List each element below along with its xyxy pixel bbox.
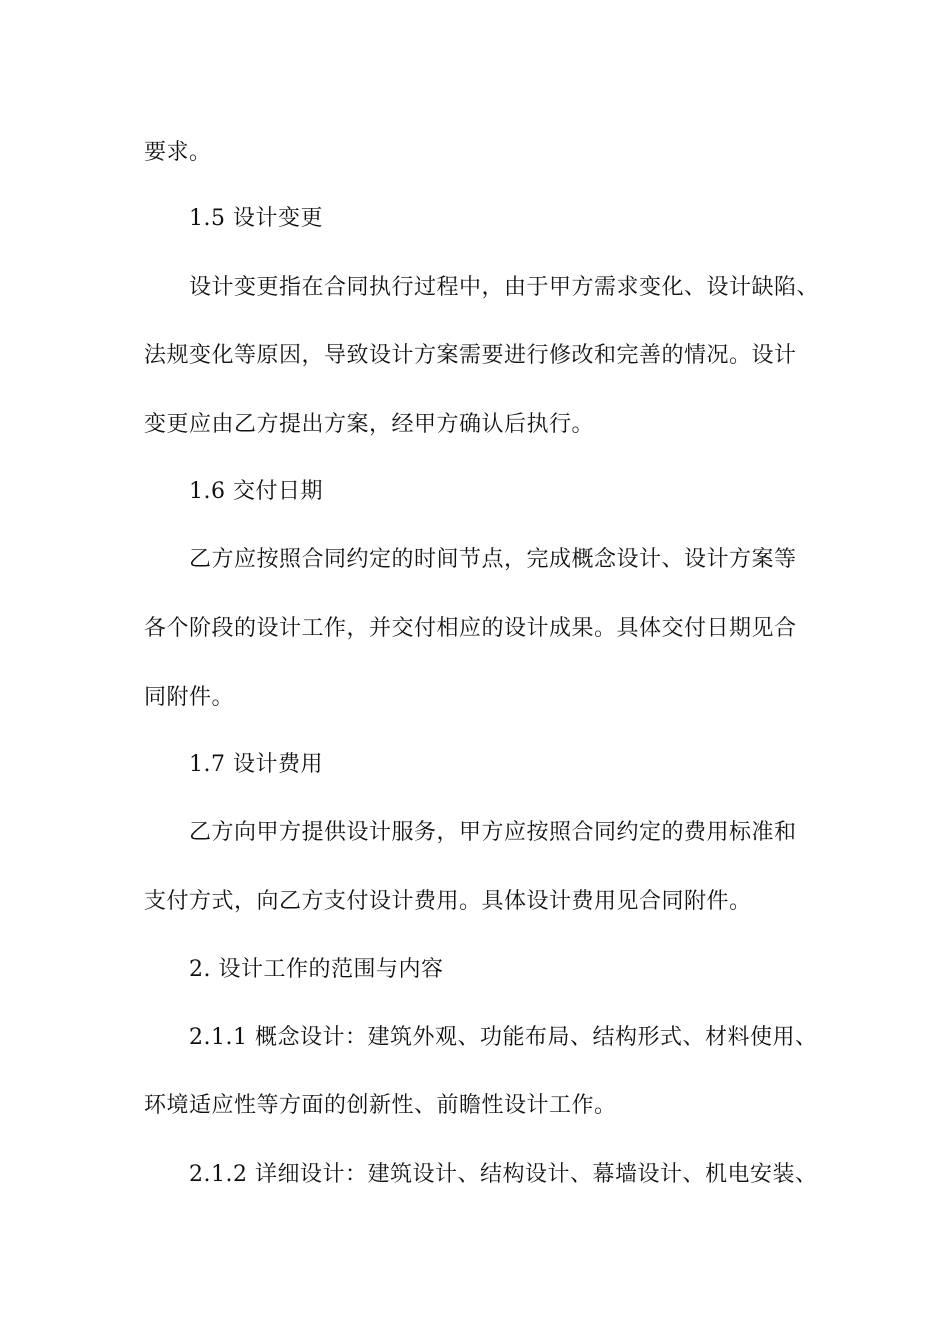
- text-line: 2.1.1 概念设计：建筑外观、功能布局、结构形式、材料使用、: [189, 1025, 818, 1050]
- text-line: 要求。: [144, 140, 212, 165]
- section-heading-1-7: 1.7 设计费用: [189, 752, 323, 777]
- text-line: 变更应由乙方提出方案，经甲方确认后执行。: [144, 412, 595, 437]
- text-line: 各个阶段的设计工作，并交付相应的设计成果。具体交付日期见合: [144, 616, 797, 641]
- text-line: 法规变化等原因，导致设计方案需要进行修改和完善的情况。设计: [144, 343, 797, 368]
- text-line: 乙方应按照合同约定的时间节点，完成概念设计、设计方案等: [189, 547, 797, 572]
- section-heading-2: 2. 设计工作的范围与内容: [189, 957, 444, 982]
- section-heading-1-6: 1.6 交付日期: [189, 479, 323, 504]
- text-line: 设计变更指在合同执行过程中，由于甲方需求变化、设计缺陷、: [189, 275, 820, 300]
- text-line: 2.1.2 详细设计：建筑设计、结构设计、幕墙设计、机电安装、: [189, 1162, 818, 1187]
- text-line: 同附件。: [144, 685, 235, 710]
- text-line: 环境适应性等方面的创新性、前瞻性设计工作。: [144, 1093, 617, 1118]
- text-line: 支付方式，向乙方支付设计费用。具体设计费用见合同附件。: [144, 889, 752, 914]
- text-line: 乙方向甲方提供设计服务，甲方应按照合同约定的费用标准和: [189, 820, 797, 845]
- section-heading-1-5: 1.5 设计变更: [189, 206, 323, 231]
